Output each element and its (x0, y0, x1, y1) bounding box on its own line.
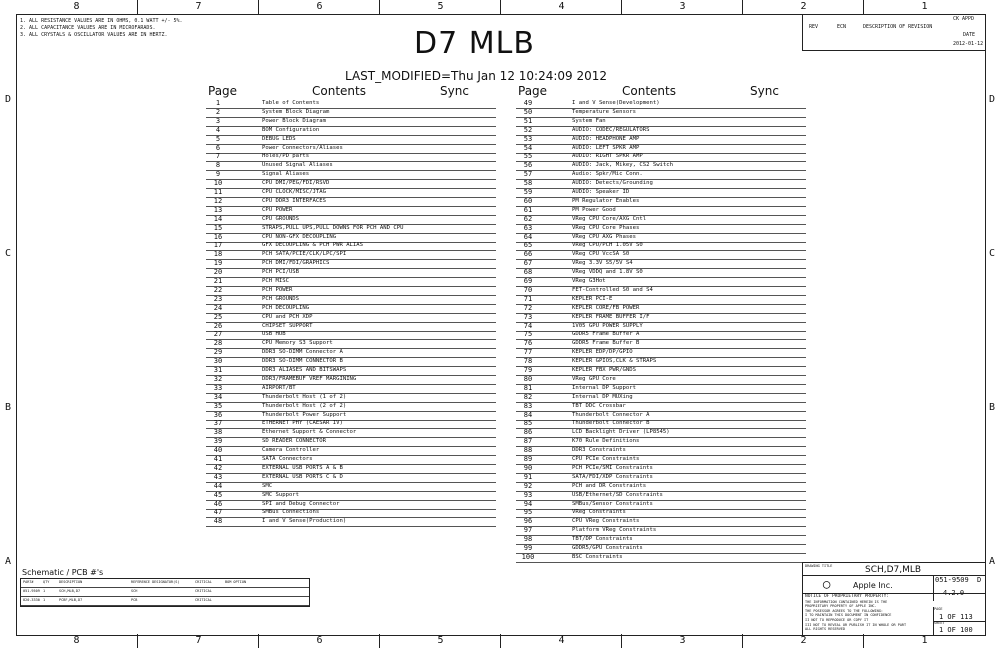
toc-contents: VReg 3.3V S5/5V S4 (572, 260, 633, 267)
toc-contents: CPU DMI/PEG/FDI/RSVD (262, 180, 330, 187)
zone-column-label: 4 (500, 0, 622, 14)
apple-logo-icon: ◯ (823, 577, 831, 591)
toc-row (206, 517, 496, 527)
pcb-table-cell: PART# (23, 580, 34, 584)
toc-page-number: 64 (523, 232, 533, 241)
toc-page-number: 80 (523, 374, 533, 383)
toc-page-number: 82 (523, 392, 533, 401)
toc-page-number: 83 (523, 401, 533, 410)
toc-contents: Internal DP Support (572, 384, 636, 391)
toc-contents: CPU NON-GFX DECOUPLING (262, 233, 337, 240)
zone-row-label: B (988, 402, 996, 413)
toc-page-number: 49 (523, 99, 533, 107)
toc-contents: SMBus/Sensor Constraints (572, 500, 653, 507)
toc-contents: 1V05 GPU POWER SUPPLY (572, 322, 643, 329)
proprietary-heading: NOTICE OF PROPRIETARY PROPERTY: (805, 594, 889, 599)
toc-contents: Power Connectors/Aliases (262, 144, 343, 151)
toc-page-number: 31 (213, 366, 223, 374)
toc-page-number: 74 (523, 321, 533, 330)
toc-contents: AUDIO: RIGHT SPKR AMP (572, 153, 643, 160)
toc-contents: FET-Controlled S0 and S4 (572, 286, 653, 293)
sheet-count: 1 OF 100 (939, 626, 973, 634)
toc-contents: Thunderbolt Connector B (572, 420, 650, 427)
toc-contents: Thunderbolt Connector A (572, 411, 650, 418)
toc-page-number: 13 (213, 205, 223, 214)
toc-contents: Audio: Spkr/Mic Conn. (572, 171, 643, 178)
toc-page-number: 54 (523, 143, 533, 152)
toc-contents: GDDR5/GPU Constraints (572, 545, 643, 551)
drawing-title: SCH,D7,MLB (865, 565, 922, 575)
zone-row-label: D (4, 94, 12, 105)
toc-contents: I and V Sense(Production) (262, 518, 347, 525)
pcb-table-cell: REFERENCE DESIGNATOR(S) (131, 580, 180, 584)
toc-page-number: 38 (213, 428, 223, 437)
zone-row-label: C (4, 248, 12, 259)
zone-row-label: D (988, 94, 996, 105)
pcb-table-row (21, 597, 309, 606)
toc-page-number: 100 (521, 552, 535, 561)
toc-contents: CPU Memory S3 Support (262, 340, 333, 347)
toc-page-number: 53 (523, 134, 533, 143)
toc-page-number: 92 (523, 481, 533, 490)
ecn-label: ECN (837, 24, 847, 30)
zone-column-label: 1 (863, 634, 985, 648)
last-modified: LAST_MODIFIED=Thu Jan 12 10:24:09 2012 (345, 69, 608, 83)
toc-contents: KEPLER GPIOS,CLK & STRAPS (572, 358, 657, 365)
toc-page-number: 67 (523, 259, 533, 268)
toc-contents: KEPLER FBX PWR/GNDS (572, 367, 636, 373)
pcb-table-cell: DESCRIPTION (59, 580, 83, 584)
toc-contents: AIRPORT/BT (262, 384, 296, 391)
toc-page-number: 34 (213, 392, 223, 401)
toc-page-number: 8 (215, 161, 221, 170)
toc-page-number: 91 (523, 472, 533, 481)
drawing-number: 051-9509 (935, 576, 969, 584)
pcb-table-cell: 051-9509 (23, 589, 40, 593)
toc-page-number: 37 (213, 419, 223, 428)
toc-contents: PCH PCIe/SMI Constraints (572, 464, 653, 471)
toc-page-number: 94 (523, 499, 533, 508)
toc-contents: PCH MISC (262, 278, 289, 284)
toc-page-number: 85 (523, 419, 533, 428)
zone-row-label: A (988, 556, 996, 567)
title-block (802, 562, 985, 635)
description-label: DESCRIPTION OF REVISION (863, 24, 933, 30)
toc-contents: AUDIO: HEADPHONE AMP (572, 135, 640, 142)
toc-contents: Signal Aliases (262, 171, 310, 178)
zone-columns-bottom (16, 634, 984, 648)
toc-page-number: 93 (523, 490, 533, 499)
proprietary-line: I TO MAINTAIN THIS DOCUMENT IN CONFIDENCE (805, 613, 892, 618)
toc-page-number: 89 (523, 455, 533, 463)
toc-page-number: 65 (523, 241, 533, 250)
toc-page-number: 73 (523, 312, 533, 321)
toc-contents: PM Power Good (572, 206, 616, 213)
toc-page-number: 9 (215, 170, 221, 179)
toc-page-number: 70 (523, 285, 533, 294)
pcb-table-row (21, 579, 309, 588)
toc-contents: Thunderbolt Host (2 of 2) (262, 402, 347, 409)
toc-page-number: 46 (213, 499, 223, 508)
toc-page-number: 77 (523, 348, 533, 357)
toc-contents: PCH DECOUPLING (262, 304, 310, 311)
proprietary-line: THE INFORMATION CONTAINED HEREIN IS THE (805, 599, 888, 604)
toc-page-number: 58 (523, 179, 533, 188)
toc-contents: GDDR5 Frame Buffer A (572, 331, 640, 338)
toc-contents: DDR3 Constraints (572, 447, 626, 454)
toc-contents: CPU CLOCK/MISC/JTAG (262, 189, 326, 195)
zone-column-label: 3 (621, 634, 743, 648)
toc-page-number: 29 (213, 348, 223, 357)
toc-contents: CPU VReg Constraints (572, 518, 640, 525)
zone-column-label: 3 (621, 0, 743, 14)
toc-page-number: 21 (213, 277, 223, 285)
toc-contents: SD READER CONNECTOR (262, 438, 326, 445)
company-name: Apple Inc. (853, 581, 893, 590)
toc-page-number: 71 (523, 294, 533, 303)
toc-contents: VReg G3Hot (572, 278, 606, 284)
toc-page-number: 52 (523, 125, 533, 134)
zone-row-label: B (4, 402, 12, 413)
drawing-size: D (977, 576, 982, 584)
toc-page-number: 2 (215, 107, 221, 116)
pcb-table-cell: PCB (131, 598, 138, 602)
toc-page-number: 45 (213, 490, 223, 499)
toc-page-number: 30 (213, 357, 223, 366)
toc-page-number: 84 (523, 410, 533, 419)
pcb-table-cell: BOM OPTION (225, 580, 247, 584)
proprietary-line: II NOT TO REPRODUCE OR COPY IT (805, 617, 869, 622)
toc-contents: PCH PCI/USB (262, 269, 300, 276)
toc-contents: CPU PCIe Constraints (572, 456, 640, 462)
toc-page-number: 50 (523, 107, 533, 116)
note-3: 3. ALL CRYSTALS & OSCILLATOR VALUES ARE IN HERTZ. (20, 32, 168, 38)
toc-contents: VReg CPU VccSA S0 (572, 251, 630, 258)
zone-column-label: 8 (73, 635, 80, 646)
zone-column-label: 4 (500, 634, 622, 648)
zone-column-label: 7 (137, 634, 259, 648)
toc-contents: CPU GROUNDS (262, 215, 300, 222)
toc-contents: Camera Controller (262, 447, 320, 454)
toc-contents: Unused Signal Aliases (262, 162, 333, 169)
pcb-table-cell: 1 (43, 598, 46, 602)
toc-contents: SATA/FDI/XDP Constraints (572, 473, 653, 480)
toc-contents: USB/Ethernet/SD Constraints (572, 491, 663, 498)
toc-contents: CPU DDR3 INTERFACES (262, 197, 326, 204)
toc-contents: Thunderbolt Host (1 of 2) (262, 393, 347, 400)
toc-contents: Thunderbolt Power Support (262, 411, 347, 418)
toc-contents: TBT DDC Crossbar (572, 402, 626, 409)
pcb-table-cell: SCH,MLB,D7 (59, 589, 81, 593)
sheet-label: SHEET (934, 621, 945, 625)
pcb-table-cell: 820-3330 (23, 598, 40, 602)
toc-contents: DDR3 SO-DIMM CONNECTOR B (262, 358, 343, 365)
toc-row (516, 553, 806, 563)
zone-column-label: 8 (73, 1, 80, 12)
toc-contents: PCH POWER (262, 286, 293, 293)
toc-contents: KEPLER CORE/FB POWER (572, 304, 640, 311)
toc-contents: DDR3/FRAMEBUF VREF MARGINING (262, 375, 357, 382)
toc-page-number: 25 (213, 312, 223, 321)
toc-page-number: 15 (213, 223, 223, 232)
toc-contents: Table of Contents (262, 100, 320, 106)
zone-row-label: C (988, 248, 996, 259)
zone-row-label: A (4, 556, 12, 567)
toc-contents: VReg VDDQ and 1.8V S0 (572, 269, 643, 276)
zone-column-label: 6 (258, 0, 380, 14)
right-sync-header: Sync (750, 84, 779, 98)
toc-contents: PCH and DR Constraints (572, 482, 647, 489)
toc-page-number: 33 (213, 383, 223, 392)
toc-page-number: 14 (213, 214, 223, 223)
toc-contents: DEBUG LEDS (262, 135, 296, 142)
toc-page-number: 87 (523, 437, 533, 446)
toc-page-number: 11 (213, 188, 223, 196)
toc-page-number: 51 (523, 116, 533, 125)
toc-page-number: 69 (523, 277, 533, 285)
ck-appd-label: CK APPD (953, 16, 975, 22)
toc-contents: ETHERNET PHY (CAESAR IV) (262, 420, 343, 427)
toc-page-number: 3 (215, 116, 221, 125)
toc-contents: Power Block Diagram (262, 117, 326, 124)
toc-contents: PM Regulator Enables (572, 197, 640, 204)
toc-page-number: 88 (523, 446, 533, 455)
toc-page-number: 27 (213, 330, 223, 339)
date-label: DATE (963, 32, 976, 38)
toc-page-number: 59 (523, 188, 533, 196)
toc-contents: VReg GPU Core (572, 375, 616, 382)
toc-contents: System Fan (572, 117, 606, 124)
page-label: PAGE (934, 607, 943, 611)
toc-page-number: 78 (523, 357, 533, 366)
toc-contents: PCH GROUNDS (262, 295, 300, 302)
toc-page-number: 99 (523, 544, 533, 552)
proprietary-line: ALL RIGHTS RESERVED (805, 627, 846, 632)
toc-contents: GFX DECOUPLING & PCH PWR ALIAS (262, 242, 364, 249)
pcb-table-cell: SCH (131, 589, 138, 593)
toc-contents: AUDIO: LEFT SPKR AMP (572, 144, 640, 151)
toc-contents: TBT/DP Constraints (572, 536, 633, 543)
toc-contents: SMBus Connections (262, 509, 320, 516)
toc-contents: AUDIO: Detects/Grounding (572, 180, 653, 187)
toc-page-number: 44 (213, 481, 223, 490)
proprietary-notice (805, 595, 906, 632)
toc-page-number: 47 (213, 508, 223, 517)
toc-page-number: 79 (523, 366, 533, 374)
toc-contents: AUDIO: Speaker ID (572, 189, 630, 195)
toc-contents: BSC Constraints (572, 553, 623, 560)
toc-contents: Ethernet Support & Connector (262, 429, 357, 436)
zone-column-label: 1 (863, 0, 985, 14)
toc-contents: GDDR5 Frame Buffer B (572, 340, 640, 347)
toc-page-number: 96 (523, 517, 533, 526)
toc-contents: AUDIO: CODEC/REGULATORS (572, 126, 650, 133)
toc-page-number: 24 (213, 303, 223, 312)
toc-contents: VReg CPU/PCH 1.05V S0 (572, 242, 643, 249)
pcb-table-cell: CRITICAL (195, 580, 212, 584)
toc-page-number: 39 (213, 437, 223, 446)
revision-date: 2012-01-12 (953, 41, 984, 47)
toc-contents: SATA Connectors (262, 456, 313, 462)
proprietary-line: PROPRIETARY PROPERTY OF APPLE INC. (805, 604, 877, 609)
pcb-table-cell: CRITICAL (195, 589, 212, 593)
right-page-header: Page (518, 84, 548, 98)
zone-column-label: 6 (258, 634, 380, 648)
toc-page-number: 1 (215, 99, 221, 107)
toc-page-number: 28 (213, 339, 223, 348)
note-2: 2. ALL CAPACITANCE VALUES ARE IN MICROFARADS. (20, 25, 156, 31)
toc-contents: STRAPS,PULL UPS,PULL DOWNS FOR PCH AND CPU (262, 224, 404, 231)
pcb-table-cell: 1 (43, 589, 46, 593)
toc-contents: VReg Constraints (572, 509, 626, 516)
toc-contents: DDR3 SO-DIMM Connector A (262, 349, 343, 356)
proprietary-line: THE POSESSOR AGREES TO THE FOLLOWING: (805, 608, 883, 613)
toc-page-number: 4 (215, 125, 221, 134)
toc-page-number: 48 (213, 517, 223, 526)
pcb-table-cell: PCBF,MLB,D7 (59, 598, 83, 602)
sheet-frame (16, 14, 986, 636)
toc-page-number: 5 (215, 134, 221, 143)
toc-contents: KEPLER PCI-E (572, 295, 613, 302)
toc-contents: DDR3 ALIASES AND BITSWAPS (262, 367, 347, 373)
toc-page-number: 55 (523, 152, 533, 161)
toc-page-number: 6 (215, 143, 221, 152)
zone-column-label: 7 (137, 0, 259, 14)
toc-contents: BOM Configuration (262, 126, 320, 133)
toc-page-number: 10 (213, 179, 223, 188)
zone-column-label: 2 (742, 634, 864, 648)
schematic-pcb-label: Schematic / PCB #'s (22, 568, 104, 577)
toc-contents: EXTERNAL USB PORTS A & B (262, 464, 343, 471)
toc-page-number: 16 (213, 232, 223, 241)
toc-page-number: 75 (523, 330, 533, 339)
toc-page-number: 95 (523, 508, 533, 517)
toc-page-number: 72 (523, 303, 533, 312)
right-contents-header: Contents (622, 84, 676, 98)
toc-contents: CHIPSET SUPPORT (262, 322, 313, 329)
revision-box (802, 14, 985, 51)
toc-page-number: 17 (213, 241, 223, 250)
toc-page-number: 98 (523, 535, 533, 544)
toc-contents: AUDIO: Jack, Mikey, CS2 Switch (572, 162, 674, 169)
toc-contents: KEPLER EDP/DP/GPIO (572, 349, 633, 356)
page-count: 1 OF 113 (939, 613, 973, 621)
toc-page-number: 41 (213, 455, 223, 463)
toc-page-number: 35 (213, 401, 223, 410)
proprietary-line: III NOT TO REVEAL OR PUBLISH IT IN WHOLE OR PART (805, 622, 907, 627)
general-notes (20, 18, 183, 39)
zone-column-label: 5 (379, 0, 501, 14)
toc-contents: CPU and PCH XDP (262, 313, 313, 320)
toc-contents: VReg CPU Core Phases (572, 224, 640, 231)
toc-page-number: 97 (523, 526, 533, 535)
rev-label: REV (809, 24, 819, 30)
toc-page-number: 40 (213, 446, 223, 455)
left-page-header: Page (208, 84, 238, 98)
note-1: 1. ALL RESISTANCE VALUES ARE IN OHMS, 0.1 WATT +/- 5%. (20, 18, 183, 24)
toc-page-number: 61 (523, 205, 533, 214)
toc-contents: Temperature Sensors (572, 108, 636, 115)
toc-page-number: 63 (523, 223, 533, 232)
toc-contents: Internal DP MUXing (572, 393, 633, 400)
toc-contents: PCH SATA/PCIE/CLK/LPC/SPI (262, 251, 347, 258)
left-sync-header: Sync (440, 84, 469, 98)
toc-page-number: 22 (213, 285, 223, 294)
toc-contents: I and V Sense(Development) (572, 100, 660, 106)
zone-column-label: 2 (742, 0, 864, 14)
pcb-table-cell: CRITICAL (195, 598, 212, 602)
toc-page-number: 66 (523, 250, 533, 259)
left-contents-header: Contents (312, 84, 366, 98)
toc-contents: System Block Diagram (262, 108, 330, 115)
pcb-table (20, 578, 310, 607)
toc-page-number: 60 (523, 196, 533, 205)
toc-contents: SMC (262, 482, 273, 489)
zone-column-label: 5 (379, 634, 501, 648)
toc-contents: EXTERNAL USB PORTS C & D (262, 473, 343, 480)
toc-page-number: 68 (523, 268, 533, 277)
toc-page-number: 81 (523, 383, 533, 392)
toc-contents: CPU POWER (262, 206, 293, 213)
toc-contents: KEPLER FRAME BUFFER I/F (572, 313, 650, 320)
toc-page-number: 23 (213, 294, 223, 303)
page-title: D7 MLB (414, 26, 535, 61)
pcb-table-cell: QTY (43, 580, 50, 584)
toc-contents: SMC Support (262, 491, 300, 498)
toc-contents: LCD Backlight Driver (LP8545) (572, 429, 670, 436)
toc-page-number: 62 (523, 214, 533, 223)
toc-contents: K70 Rule Definitions (572, 438, 640, 445)
toc-page-number: 76 (523, 339, 533, 348)
toc-page-number: 32 (213, 374, 223, 383)
toc-page-number: 7 (215, 152, 221, 161)
revision-number: 4.2.0 (943, 589, 965, 597)
toc-contents: VReg CPU AXG Phases (572, 233, 636, 240)
toc-page-number: 57 (523, 170, 533, 179)
toc-contents: VReg CPU Core/AXG Cntl (572, 215, 647, 222)
toc-page-number: 56 (523, 161, 533, 170)
toc-page-number: 43 (213, 472, 223, 481)
toc-page-number: 18 (213, 250, 223, 259)
toc-page-number: 26 (213, 321, 223, 330)
toc-contents: Holes/PD parts (262, 153, 310, 160)
toc-contents: Platform VReg Constraints (572, 527, 657, 534)
toc-contents: USB HUB (262, 331, 286, 338)
toc-page-number: 12 (213, 196, 223, 205)
pcb-table-row (21, 588, 309, 597)
drawing-title-label: DRAWING TITLE (805, 564, 833, 568)
toc-page-number: 19 (213, 259, 223, 268)
zone-columns-top (16, 0, 984, 14)
toc-page-number: 36 (213, 410, 223, 419)
toc-page-number: 86 (523, 428, 533, 437)
toc-contents: SPI and Debug Connector (262, 500, 340, 507)
toc-page-number: 90 (523, 463, 533, 472)
toc-page-number: 20 (213, 268, 223, 277)
toc-contents: PCH DMI/FDI/GRAPHICS (262, 260, 330, 267)
toc-page-number: 42 (213, 463, 223, 472)
